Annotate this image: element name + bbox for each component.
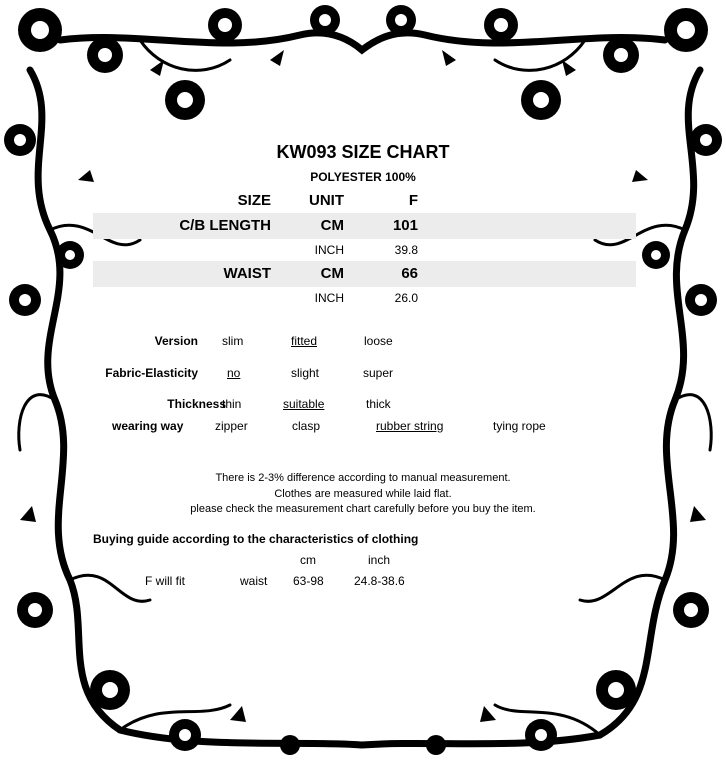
material-label: POLYESTER 100% (310, 170, 416, 184)
attr-label-thickness: Thickness (167, 397, 226, 411)
guide-part: waist (240, 574, 268, 588)
row-unit-inch: INCH (314, 291, 344, 305)
attr-option: clasp (292, 419, 321, 433)
row-value-inch: 39.8 (394, 243, 418, 257)
col-inch: inch (368, 553, 391, 567)
row-value-inch: 26.0 (394, 291, 418, 305)
attr-option-selected: suitable (283, 397, 325, 411)
guide-cm-range: 63-98 (293, 574, 324, 588)
attr-option: zipper (215, 419, 248, 433)
attr-label-version: Version (154, 334, 198, 348)
attr-option-selected: no (227, 366, 241, 380)
header-size: SIZE (237, 192, 271, 209)
attr-option: thin (222, 397, 242, 411)
attr-label-elasticity: Fabric-Elasticity (105, 366, 198, 380)
row-value-cm: 66 (401, 265, 418, 282)
note-line: Clothes are measured while laid flat. (274, 488, 452, 500)
attr-option: loose (364, 334, 393, 348)
note-line: There is 2-3% difference according to manual measurement. (215, 472, 511, 484)
buying-guide-title: Buying guide according to the characteristics of clothing (93, 532, 419, 546)
attr-option-selected: rubber string (376, 419, 444, 433)
row-label-waist: WAIST (223, 265, 271, 282)
row-value-cm: 101 (392, 217, 418, 234)
row-label-length: C/B LENGTH (179, 217, 271, 234)
row-unit-cm: CM (320, 217, 344, 234)
guide-size: F will fit (145, 574, 185, 588)
page-title: KW093 SIZE CHART (276, 142, 450, 162)
header-unit: UNIT (309, 192, 344, 209)
note-line: please check the measurement chart carefully before you buy the item. (190, 503, 536, 515)
row-unit-inch: INCH (314, 243, 344, 257)
attr-option: slight (291, 366, 320, 380)
attr-option: tying rope (493, 419, 546, 433)
guide-inch-range: 24.8-38.6 (354, 574, 405, 588)
row-unit-cm: CM (320, 265, 344, 282)
attr-option: slim (222, 334, 244, 348)
header-f: F (408, 192, 418, 209)
col-cm: cm (300, 553, 316, 567)
attr-label-wearing-way: wearing way (112, 419, 184, 433)
attr-option: super (363, 366, 394, 380)
attr-option-selected: fitted (291, 334, 318, 348)
attr-option: thick (366, 397, 391, 411)
